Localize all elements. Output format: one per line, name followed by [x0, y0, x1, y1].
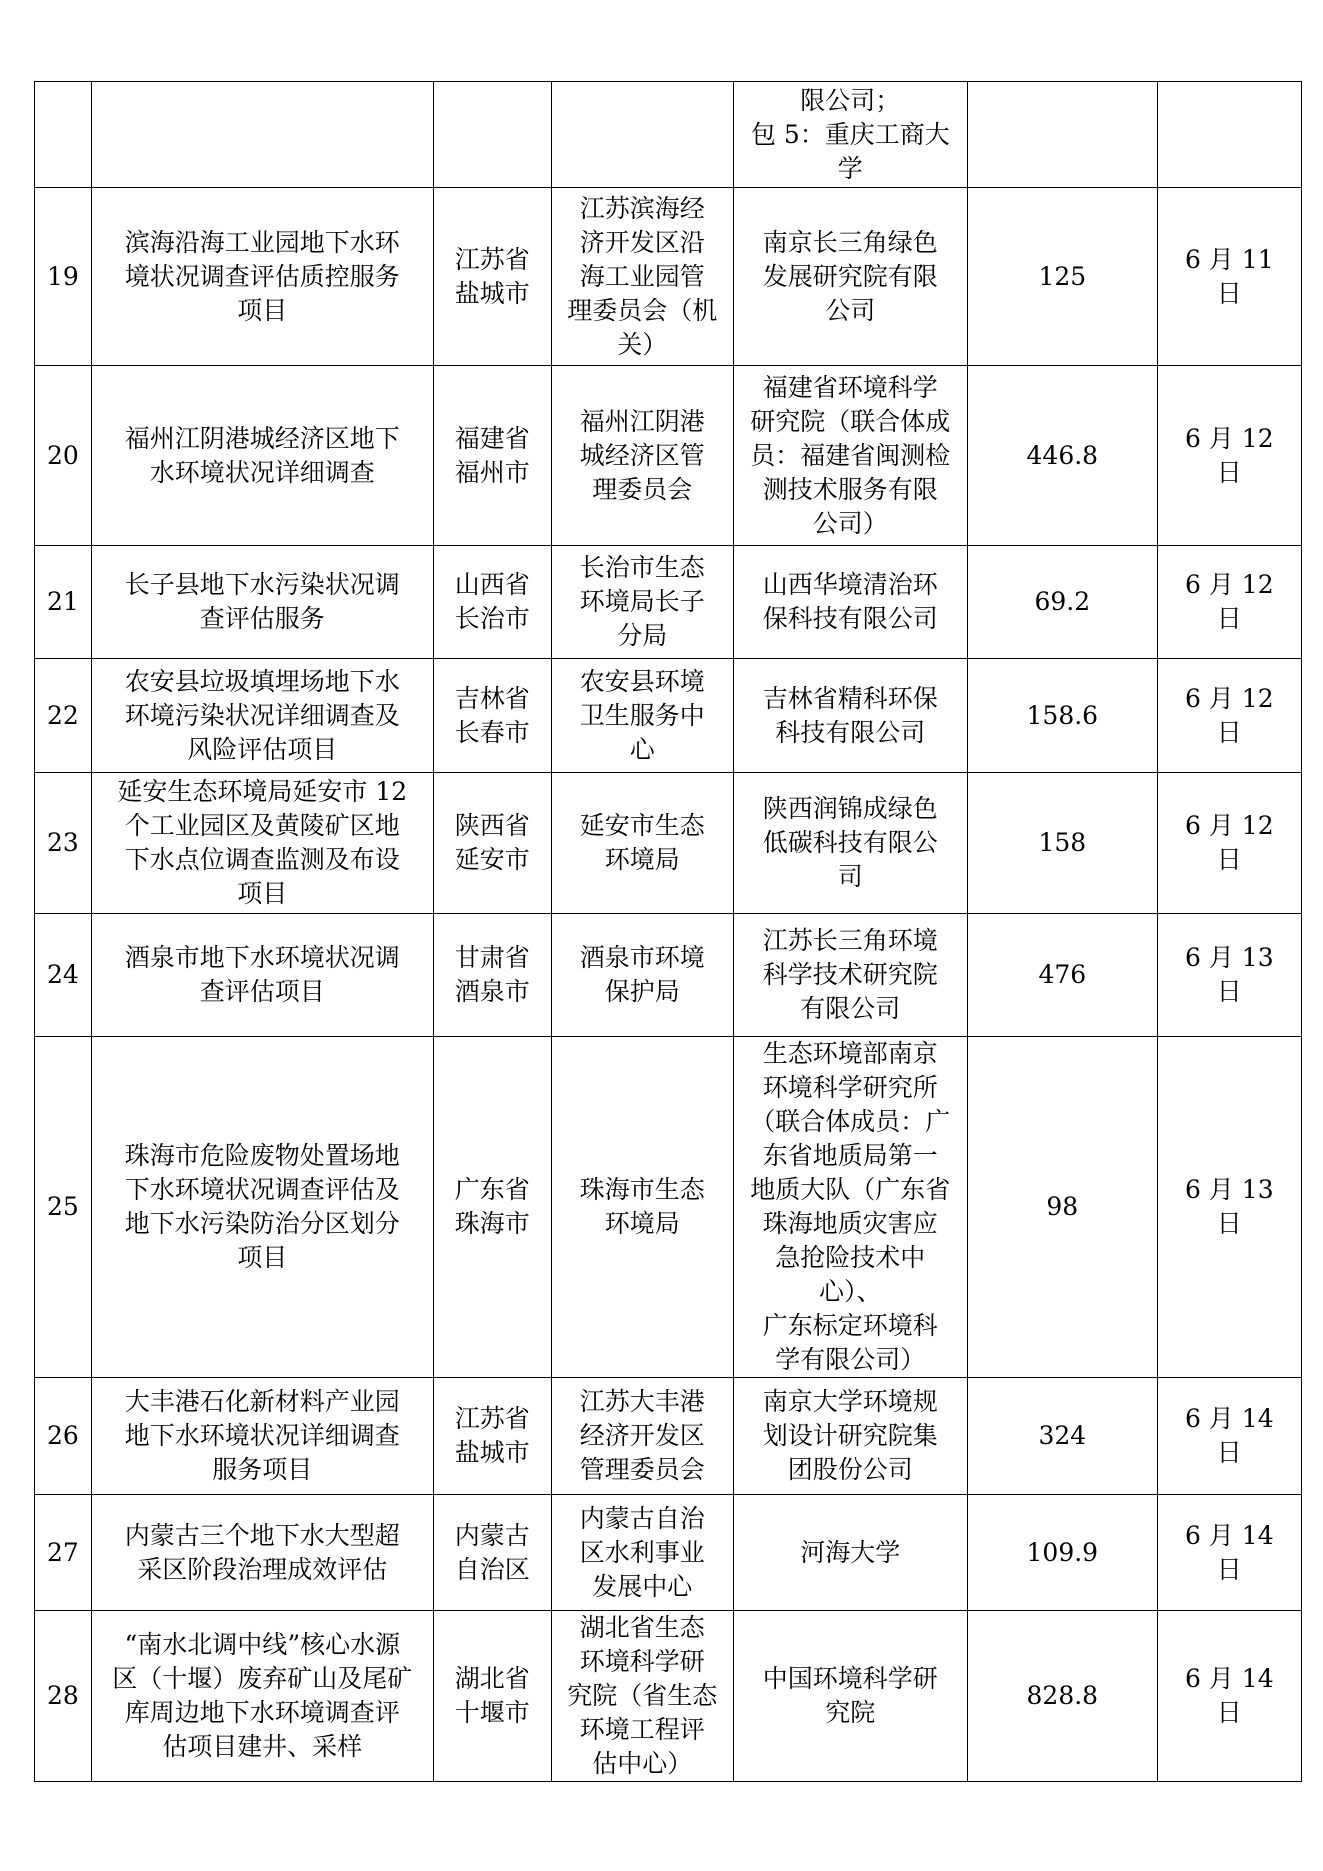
- winning-supplier-cell: 吉林省精科环保 科技有限公司: [733, 659, 967, 773]
- table-row: [35, 1037, 1302, 1378]
- project-name-cell: “南水北调中线”核心水源 区（十堰）废弃矿山及尾矿 库周边地下水环境调查评 估项目建井、采样: [91, 1611, 433, 1782]
- amount-cell: 158: [967, 773, 1157, 914]
- purchaser-cell: 湖北省生态 环境科学研 究院（省生态 环境工程评 估中心）: [551, 1611, 733, 1782]
- date-cell: 6 月 13 日: [1157, 914, 1301, 1037]
- amount-cell: 476: [967, 914, 1157, 1037]
- table-row: [35, 1495, 1302, 1611]
- region-cell: 广东省 珠海市: [433, 1037, 551, 1378]
- date-cell: 6 月 12 日: [1157, 773, 1301, 914]
- purchaser-cell: 延安市生态 环境局: [551, 773, 733, 914]
- winning-supplier-cell: 南京长三角绿色 发展研究院有限 公司: [733, 188, 967, 366]
- date-cell: 6 月 12 日: [1157, 659, 1301, 773]
- region-cell: 内蒙古 自治区: [433, 1495, 551, 1611]
- winning-supplier-cell: 福建省环境科学 研究院（联合体成 员：福建省闽测检 测技术服务有限 公司）: [733, 366, 967, 546]
- project-name-cell: 滨海沿海工业园地下水环 境状况调查评估质控服务 项目: [91, 188, 433, 366]
- purchaser-cell: 福州江阴港 城经济区管 理委员会: [551, 366, 733, 546]
- date-cell: 6 月 14 日: [1157, 1611, 1301, 1782]
- winning-supplier-cell: 江苏长三角环境 科学技术研究院 有限公司: [733, 914, 967, 1037]
- winning-supplier-cell: 中国环境科学研 究院: [733, 1611, 967, 1782]
- region-cell: 甘肃省 酒泉市: [433, 914, 551, 1037]
- region-cell: 福建省 福州市: [433, 366, 551, 546]
- amount-cell: 324: [967, 1378, 1157, 1495]
- date-cell: [1157, 82, 1301, 188]
- project-name-cell: 农安县垃圾填埋场地下水 环境污染状况详细调查及 风险评估项目: [91, 659, 433, 773]
- region-cell: 江苏省 盐城市: [433, 1378, 551, 1495]
- date-cell: 6 月 14 日: [1157, 1378, 1301, 1495]
- row-number-cell: 25: [35, 1037, 92, 1378]
- winning-supplier-cell: 河海大学: [733, 1495, 967, 1611]
- table-row: [35, 914, 1302, 1037]
- project-name-cell: [91, 82, 433, 188]
- project-name-cell: 延安生态环境局延安市 12 个工业园区及黄陵矿区地 下水点位调查监测及布设 项目: [91, 773, 433, 914]
- winning-supplier-cell: 限公司； 包 5：重庆工商大 学: [733, 82, 967, 188]
- region-cell: 江苏省 盐城市: [433, 188, 551, 366]
- purchaser-cell: 珠海市生态 环境局: [551, 1037, 733, 1378]
- row-number-cell: 24: [35, 914, 92, 1037]
- project-name-cell: 大丰港石化新材料产业园 地下水环境状况详细调查 服务项目: [91, 1378, 433, 1495]
- table-row: [35, 82, 1302, 188]
- region-cell: 吉林省 长春市: [433, 659, 551, 773]
- region-cell: 山西省 长治市: [433, 546, 551, 659]
- amount-cell: [967, 82, 1157, 188]
- date-cell: 6 月 11 日: [1157, 188, 1301, 366]
- amount-cell: 69.2: [967, 546, 1157, 659]
- row-number-cell: 28: [35, 1611, 92, 1782]
- row-number-cell: 19: [35, 188, 92, 366]
- table-row: [35, 659, 1302, 773]
- table-row: [35, 1378, 1302, 1495]
- winning-supplier-cell: 陕西润锦成绿色 低碳科技有限公 司: [733, 773, 967, 914]
- project-name-cell: 福州江阴港城经济区地下 水环境状况详细调查: [91, 366, 433, 546]
- purchaser-cell: 长治市生态 环境局长子 分局: [551, 546, 733, 659]
- winning-supplier-cell: 生态环境部南京 环境科学研究所 （联合体成员：广 东省地质局第一 地质大队（广东省 珠海地质灾害应 急抢险技术中心）、 广东标定环境科 学有限公司）: [733, 1037, 967, 1378]
- table-row: [35, 366, 1302, 546]
- project-name-cell: 珠海市危险废物处置场地 下水环境状况调查评估及 地下水污染防治分区划分 项目: [91, 1037, 433, 1378]
- date-cell: 6 月 13 日: [1157, 1037, 1301, 1378]
- table-row: [35, 773, 1302, 914]
- purchaser-cell: 酒泉市环境 保护局: [551, 914, 733, 1037]
- amount-cell: 828.8: [967, 1611, 1157, 1782]
- region-cell: 湖北省 十堰市: [433, 1611, 551, 1782]
- row-number-cell: 26: [35, 1378, 92, 1495]
- winning-supplier-cell: 山西华境清治环 保科技有限公司: [733, 546, 967, 659]
- winning-supplier-cell: 南京大学环境规 划设计研究院集 团股份公司: [733, 1378, 967, 1495]
- row-number-cell: 23: [35, 773, 92, 914]
- table-row: [35, 546, 1302, 659]
- purchaser-cell: [551, 82, 733, 188]
- amount-cell: 158.6: [967, 659, 1157, 773]
- region-cell: 陕西省 延安市: [433, 773, 551, 914]
- amount-cell: 446.8: [967, 366, 1157, 546]
- amount-cell: 125: [967, 188, 1157, 366]
- row-number-cell: [35, 82, 92, 188]
- row-number-cell: 20: [35, 366, 92, 546]
- row-number-cell: 22: [35, 659, 92, 773]
- date-cell: 6 月 14 日: [1157, 1495, 1301, 1611]
- project-name-cell: 酒泉市地下水环境状况调 查评估项目: [91, 914, 433, 1037]
- row-number-cell: 27: [35, 1495, 92, 1611]
- purchaser-cell: 内蒙古自治 区水利事业 发展中心: [551, 1495, 733, 1611]
- table-row: [35, 1611, 1302, 1782]
- amount-cell: 98: [967, 1037, 1157, 1378]
- date-cell: 6 月 12 日: [1157, 546, 1301, 659]
- project-name-cell: 内蒙古三个地下水大型超 采区阶段治理成效评估: [91, 1495, 433, 1611]
- amount-cell: 109.9: [967, 1495, 1157, 1611]
- procurement-table: [34, 81, 1302, 1782]
- table-row: [35, 188, 1302, 366]
- row-number-cell: 21: [35, 546, 92, 659]
- purchaser-cell: 江苏滨海经 济开发区沿 海工业园管 理委员会（机 关）: [551, 188, 733, 366]
- project-name-cell: 长子县地下水污染状况调 查评估服务: [91, 546, 433, 659]
- purchaser-cell: 江苏大丰港 经济开发区 管理委员会: [551, 1378, 733, 1495]
- date-cell: 6 月 12 日: [1157, 366, 1301, 546]
- purchaser-cell: 农安县环境 卫生服务中 心: [551, 659, 733, 773]
- region-cell: [433, 82, 551, 188]
